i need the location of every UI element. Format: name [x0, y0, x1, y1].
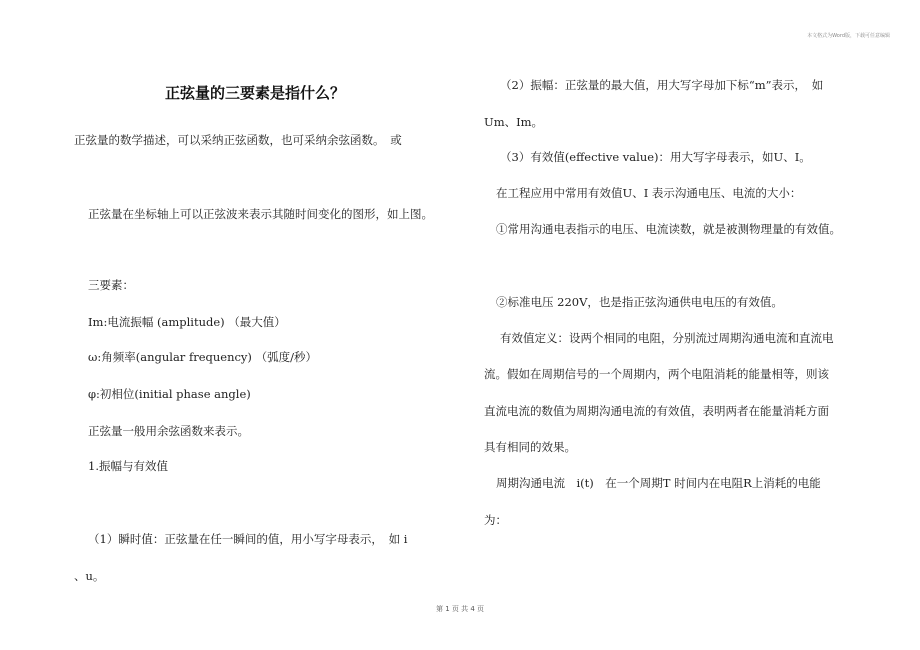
right-line-10: 具有相同的效果。: [484, 440, 576, 454]
page-title: 正弦量的三要素是指什么？: [164, 84, 345, 102]
header-note: 本文格式为Word版，下载可任意编辑: [807, 33, 890, 39]
left-line-4: Im:电流振幅 (amplitude) （最大值）: [88, 315, 286, 329]
right-line-5: ①常用沟通电表指示的电压、电流读数，就是被测物理量的有效值。: [496, 222, 841, 236]
right-line-9: 直流电流的数值为周期沟通电流的有效值，表明两者在能量消耗方面: [484, 404, 829, 418]
right-line-3: （3）有效值(effective value)：用大写字母表示，如U、I。: [500, 150, 811, 164]
left-line-9: （1）瞬时值：正弦量在任一瞬间的值，用小写字母表示， 如 i: [88, 532, 408, 546]
left-line-2: 正弦量在坐标轴上可以正弦波来表示其随时间变化的图形，如上图。: [88, 207, 433, 221]
left-line-5: ω:角频率(angular frequency) （弧度/秒）: [88, 350, 317, 364]
right-line-6: ②标准电压 220V，也是指正弦沟通供电电压的有效值。: [496, 295, 783, 309]
right-line-7: 有效值定义：设两个相同的电阻，分别流过周期沟通电流和直流电: [500, 331, 834, 345]
left-line-3: 三要素：: [88, 278, 134, 292]
right-line-1: （2）振幅：正弦量的最大值，用大写字母加下标“m”表示， 如: [500, 78, 824, 92]
right-line-11: 周期沟通电流 i(t) 在一个周期T 时间内在电阻R上消耗的电能: [496, 476, 821, 490]
left-line-10: 、u。: [74, 569, 105, 583]
left-line-8: 1.振幅与有效值: [88, 459, 168, 473]
right-line-8: 流。假如在周期信号的一个周期内，两个电阻消耗的能量相等，则该: [484, 367, 829, 381]
right-line-2: Um、Im。: [484, 115, 544, 129]
page-footer: 第 1 页 共 4 页: [435, 605, 485, 613]
right-line-4: 在工程应用中常用有效值U、I 表示沟通电压、电流的大小：: [496, 186, 802, 200]
left-line-1: 正弦量的数学描述，可以采纳正弦函数，也可采纳余弦函数。 或: [74, 133, 402, 147]
left-line-6: φ:初相位(initial phase angle): [88, 387, 251, 401]
right-line-12: 为：: [484, 513, 507, 527]
left-line-7: 正弦量一般用余弦函数来表示。: [88, 424, 249, 438]
